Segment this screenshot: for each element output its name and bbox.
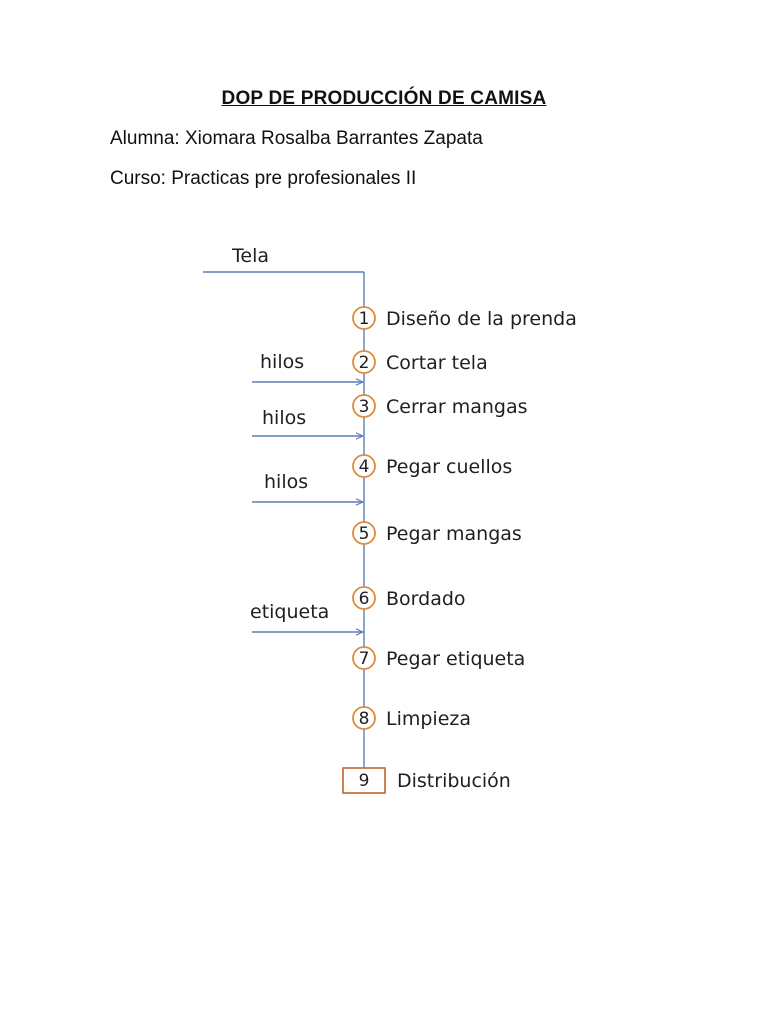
- operation-number: 9: [358, 771, 370, 791]
- operation-label: Bordado: [386, 588, 466, 610]
- operation-step: [353, 307, 577, 330]
- operation-step: [353, 707, 471, 730]
- operation-step: [353, 351, 488, 374]
- operation-label: Pegar etiqueta: [386, 648, 526, 670]
- operation-number: 3: [358, 397, 370, 417]
- operation-number: 6: [358, 589, 370, 609]
- operation-label: Distribución: [397, 770, 511, 792]
- document-title: DOP DE PRODUCCIÓN DE CAMISA: [221, 88, 547, 109]
- operation-label: Cortar tela: [386, 352, 488, 374]
- main-input-label: Tela: [232, 245, 269, 267]
- operation-number: 5: [358, 524, 370, 544]
- operation-label: Cerrar mangas: [386, 396, 528, 418]
- operation-number: 1: [358, 309, 370, 329]
- course-name: Curso: Practicas pre profesionales II: [110, 168, 417, 189]
- operation-step: [353, 522, 522, 545]
- operation-step: [353, 587, 466, 610]
- operation-number: 2: [358, 353, 370, 373]
- flow-lines: [203, 272, 364, 768]
- operation-number: 4: [358, 457, 370, 477]
- operation-step: [353, 455, 512, 478]
- operation-label: Diseño de la prenda: [386, 308, 577, 330]
- input-label: hilos: [264, 471, 309, 493]
- operation-label: Pegar cuellos: [386, 456, 513, 478]
- operation-label: Pegar mangas: [386, 523, 522, 545]
- input-label: etiqueta: [250, 601, 330, 623]
- input-label: hilos: [260, 351, 305, 373]
- student-name: Alumna: Xiomara Rosalba Barrantes Zapata: [110, 128, 483, 149]
- operation-label: Limpieza: [386, 708, 472, 730]
- operation-number: 7: [358, 649, 370, 669]
- input-label: hilos: [262, 407, 307, 429]
- operation-step: [343, 768, 511, 793]
- operation-step: [353, 647, 525, 670]
- input-labels: [231, 245, 329, 623]
- operation-step: [353, 395, 528, 418]
- operation-steps: [343, 307, 577, 793]
- operation-number: 8: [358, 709, 370, 729]
